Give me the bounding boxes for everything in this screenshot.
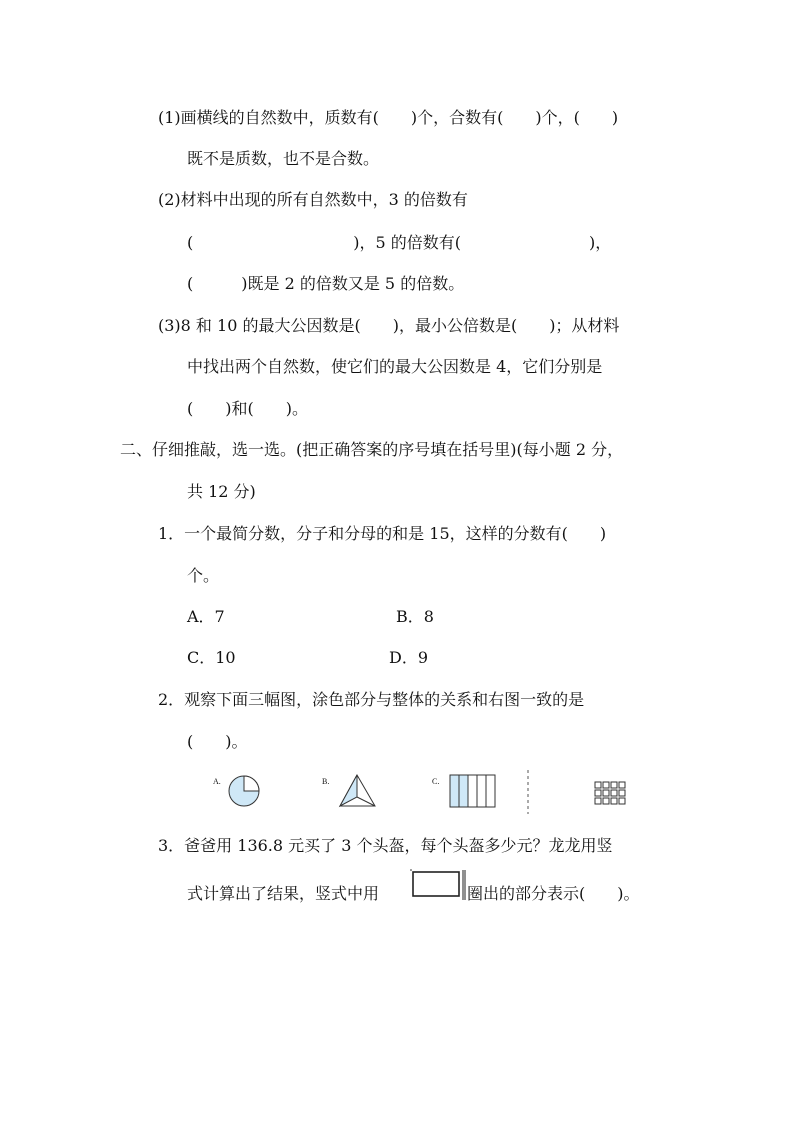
q1-line2: 既不是质数，也不是合数。 [187, 149, 380, 168]
mc1-option-c: C．10 [187, 648, 236, 667]
fig-b-triangle [338, 774, 378, 808]
fig-c-bars [449, 774, 499, 808]
mc3-stem-line2-before: 式计算出了结果，竖式中用 [187, 884, 380, 903]
q1-line1: (1)画横线的自然数中，质数有( )个，合数有( )个，( ) [158, 108, 619, 127]
fig-c-bar-3 [468, 775, 477, 807]
q2-line2: ( )，5 的倍数有( )， [187, 233, 612, 252]
q2-line3: ( )既是 2 的倍数又是 5 的倍数。 [187, 274, 465, 293]
q3-line1: (3)8 和 10 的最大公因数是( )，最小公倍数是( )；从材料 [158, 316, 620, 335]
mc1-option-b: B．8 [396, 607, 434, 626]
mc2-stem-line2: ( )。 [187, 732, 248, 751]
fig-a-circle-unshaded-quarter [244, 776, 259, 791]
q2-line1: (2)材料中出现的所有自然数中，3 的倍数有 [158, 190, 468, 209]
q3-line3: ( )和( )。 [187, 399, 308, 418]
mc3-stem-line1: 3．爸爸用 136.8 元买了 3 个头盔，每个头盔多少元？龙龙用竖 [158, 836, 613, 855]
mc3-stem-line2-after: 圈出的部分表示( )。 [467, 884, 640, 903]
mc3-box-figure [410, 868, 466, 902]
fig-c-bar-5 [486, 775, 495, 807]
mc1-option-a: A．7 [187, 607, 225, 626]
mc1-stem-line1: 1．一个最简分数，分子和分母的和是 15，这样的分数有( ) [158, 524, 607, 543]
reference-grid [594, 781, 626, 807]
fig-c-bar-4 [477, 775, 486, 807]
fig-b-label: B. [322, 777, 330, 786]
mc1-option-d: D．9 [389, 648, 429, 667]
mc2-stem-line1: 2．观察下面三幅图，涂色部分与整体的关系和右图一致的是 [158, 690, 585, 709]
fig-a-circle [228, 775, 262, 809]
fig-c-shaded-1 [450, 775, 459, 807]
figure-divider [526, 770, 530, 814]
mc1-stem-line2: 个。 [187, 566, 220, 585]
fig-c-label: C. [432, 777, 440, 786]
section2-heading-line2: 共 12 分) [187, 482, 256, 501]
q3-line2: 中找出两个自然数，使它们的最大公因数是 4，它们分别是 [187, 357, 603, 376]
section2-heading-line1: 二、仔细推敲，选一选。(把正确答案的序号填在括号里)(每小题 2 分， [120, 440, 624, 459]
fig-a-label: A. [213, 777, 221, 786]
fig-c-shaded-2 [459, 775, 468, 807]
